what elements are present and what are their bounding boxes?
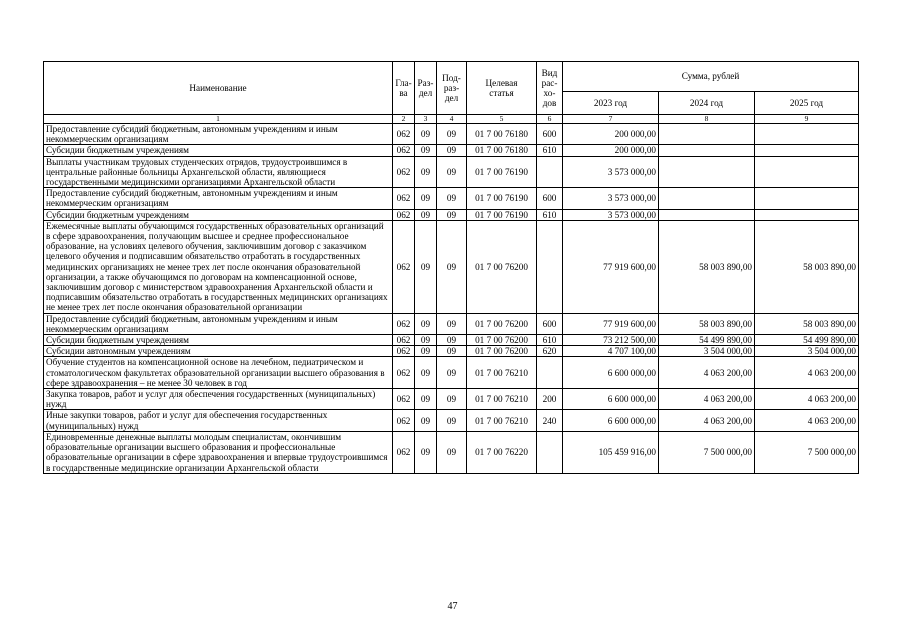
row-sum-2023: 3 573 000,00	[563, 156, 659, 188]
row-vid	[537, 357, 563, 389]
row-target: 01 7 00 76180	[467, 124, 537, 145]
header-year-2025: 2025 год	[755, 92, 859, 115]
row-sum-2023: 6 600 000,00	[563, 357, 659, 389]
header-vid: Вид рас- хо- дов	[537, 62, 563, 115]
row-razdel: 09	[415, 335, 437, 346]
header-razdel: Раз- дел	[415, 62, 437, 115]
row-sum-2025	[755, 124, 859, 145]
table-row	[44, 313, 859, 334]
row-name: Субсидии автономным учреждениям	[44, 346, 393, 357]
row-target: 01 7 00 76200	[467, 335, 537, 346]
col-number: 3	[415, 115, 437, 124]
row-glava: 062	[393, 410, 415, 431]
header-year-2023: 2023 год	[563, 92, 659, 115]
table-body	[44, 124, 859, 474]
row-vid: 200	[537, 389, 563, 410]
row-name: Субсидии бюджетным учреждениям	[44, 209, 393, 220]
row-glava: 062	[393, 335, 415, 346]
row-target: 01 7 00 76200	[467, 346, 537, 357]
table-row	[44, 410, 859, 431]
row-sum-2024	[659, 145, 755, 156]
col-number: 7	[563, 115, 659, 124]
row-sum-2025: 58 003 890,00	[755, 220, 859, 313]
row-vid	[537, 220, 563, 313]
row-glava: 062	[393, 313, 415, 334]
row-sum-2024: 58 003 890,00	[659, 220, 755, 313]
row-name: Предоставление субсидий бюджетным, автономным учреждениям и иным некоммерческим организациям	[44, 124, 393, 145]
row-podrazdel: 09	[437, 313, 467, 334]
row-sum-2023: 77 919 600,00	[563, 220, 659, 313]
header-year-2024: 2024 год	[659, 92, 755, 115]
table-row	[44, 124, 859, 145]
row-sum-2024	[659, 188, 755, 209]
row-sum-2025	[755, 209, 859, 220]
row-name: Предоставление субсидий бюджетным, автономным учреждениям и иным некоммерческим организациям	[44, 313, 393, 334]
row-podrazdel: 09	[437, 188, 467, 209]
header-podrazdel: Под- раз- дел	[437, 62, 467, 115]
row-target: 01 7 00 76200	[467, 313, 537, 334]
row-name: Предоставление субсидий бюджетным, автономным учреждениям и иным некоммерческим организациям	[44, 188, 393, 209]
table-row	[44, 188, 859, 209]
table-row	[44, 145, 859, 156]
row-razdel: 09	[415, 209, 437, 220]
row-sum-2025: 3 504 000,00	[755, 346, 859, 357]
row-razdel: 09	[415, 346, 437, 357]
row-sum-2025: 4 063 200,00	[755, 389, 859, 410]
header-sum: Сумма, рублей	[563, 62, 859, 92]
row-name: Закупка товаров, работ и услуг для обеспечения государственных (муниципальных) нужд	[44, 389, 393, 410]
row-podrazdel: 09	[437, 410, 467, 431]
row-sum-2025: 4 063 200,00	[755, 357, 859, 389]
row-sum-2023: 200 000,00	[563, 124, 659, 145]
row-sum-2023: 200 000,00	[563, 145, 659, 156]
row-target: 01 7 00 76220	[467, 431, 537, 473]
row-vid: 620	[537, 346, 563, 357]
row-target: 01 7 00 76210	[467, 357, 537, 389]
row-name: Субсидии бюджетным учреждениям	[44, 145, 393, 156]
row-target: 01 7 00 76190	[467, 209, 537, 220]
row-razdel: 09	[415, 188, 437, 209]
row-glava: 062	[393, 431, 415, 473]
row-sum-2025	[755, 188, 859, 209]
col-number: 2	[393, 115, 415, 124]
header-target: Целевая статья	[467, 62, 537, 115]
row-sum-2024: 4 063 200,00	[659, 357, 755, 389]
row-podrazdel: 09	[437, 156, 467, 188]
table-row	[44, 156, 859, 188]
header-name: Наименование	[44, 62, 393, 115]
table-row	[44, 220, 859, 313]
row-sum-2023: 77 919 600,00	[563, 313, 659, 334]
row-glava: 062	[393, 124, 415, 145]
row-glava: 062	[393, 188, 415, 209]
row-sum-2025: 58 003 890,00	[755, 313, 859, 334]
row-sum-2023: 4 707 100,00	[563, 346, 659, 357]
row-vid: 600	[537, 313, 563, 334]
row-razdel: 09	[415, 410, 437, 431]
table-row	[44, 335, 859, 346]
col-number: 4	[437, 115, 467, 124]
row-target: 01 7 00 76180	[467, 145, 537, 156]
row-target: 01 7 00 76210	[467, 410, 537, 431]
row-vid: 600	[537, 188, 563, 209]
row-glava: 062	[393, 156, 415, 188]
row-razdel: 09	[415, 156, 437, 188]
row-sum-2025	[755, 145, 859, 156]
row-sum-2024: 7 500 000,00	[659, 431, 755, 473]
row-target: 01 7 00 76190	[467, 156, 537, 188]
row-razdel: 09	[415, 389, 437, 410]
row-podrazdel: 09	[437, 124, 467, 145]
col-number: 8	[659, 115, 755, 124]
row-podrazdel: 09	[437, 220, 467, 313]
row-target: 01 7 00 76210	[467, 389, 537, 410]
row-vid	[537, 156, 563, 188]
row-sum-2024: 4 063 200,00	[659, 389, 755, 410]
row-sum-2024	[659, 124, 755, 145]
row-glava: 062	[393, 209, 415, 220]
row-glava: 062	[393, 346, 415, 357]
col-number: 1	[44, 115, 393, 124]
row-vid	[537, 431, 563, 473]
row-podrazdel: 09	[437, 431, 467, 473]
budget-table	[43, 61, 859, 474]
row-sum-2023: 3 573 000,00	[563, 188, 659, 209]
row-name: Единовременные денежные выплаты молодым специалистам, окончившим образовательные организации высшего образования и профессиональные образовательные организации в сфере здравоохранения и впервые трудоустроившимся в государственные медицинские организации Архангельской области	[44, 431, 393, 473]
row-razdel: 09	[415, 220, 437, 313]
row-sum-2023: 3 573 000,00	[563, 209, 659, 220]
row-target: 01 7 00 76200	[467, 220, 537, 313]
column-numbers-row	[44, 115, 859, 124]
row-vid: 240	[537, 410, 563, 431]
row-sum-2023: 6 600 000,00	[563, 389, 659, 410]
page-number: 47	[447, 601, 458, 612]
row-glava: 062	[393, 220, 415, 313]
row-name: Субсидии бюджетным учреждениям	[44, 335, 393, 346]
header-glava: Гла- ва	[393, 62, 415, 115]
row-name: Обучение студентов на компенсационной основе на лечебном, педиатрическом и стоматологическом факультетах образовательной организации высшего образования в сфере здравоохранения – не менее 30 человек в год	[44, 357, 393, 389]
row-name: Ежемесячные выплаты обучающимся государственных образовательных организаций в сфере здравоохранения, получающим высшее и среднее профессиональное образование, на условиях целевого обучения, заключившим договор с заказчиком целевого обучения и подписавшим обязательство отработать в государственных медицинских организациях не менее трех лет после окончания образовательной организации, а также обучающимся по договорам на компенсационной основе, заключившим договор с министерством здравоохранения Архангельской области и подписавшим обязательство отработать в государственных медицинских организациях не менее трех лет после окончания образовательной организации	[44, 220, 393, 313]
row-sum-2025	[755, 156, 859, 188]
row-razdel: 09	[415, 431, 437, 473]
row-podrazdel: 09	[437, 145, 467, 156]
row-podrazdel: 09	[437, 209, 467, 220]
row-name: Выплаты участникам трудовых студенческих отрядов, трудоустроившимся в центральные районные больницы Архангельской области, являющиеся государственными медицинскими организациями Архангельской области	[44, 156, 393, 188]
col-number: 5	[467, 115, 537, 124]
row-target: 01 7 00 76190	[467, 188, 537, 209]
row-sum-2024: 58 003 890,00	[659, 313, 755, 334]
row-podrazdel: 09	[437, 335, 467, 346]
table-row	[44, 431, 859, 473]
row-razdel: 09	[415, 124, 437, 145]
table-row	[44, 389, 859, 410]
row-sum-2024	[659, 209, 755, 220]
row-sum-2024: 4 063 200,00	[659, 410, 755, 431]
row-glava: 062	[393, 145, 415, 156]
row-sum-2023: 105 459 916,00	[563, 431, 659, 473]
col-number: 6	[537, 115, 563, 124]
row-sum-2024: 3 504 000,00	[659, 346, 755, 357]
row-sum-2025: 7 500 000,00	[755, 431, 859, 473]
row-sum-2025: 54 499 890,00	[755, 335, 859, 346]
table-row	[44, 357, 859, 389]
row-glava: 062	[393, 357, 415, 389]
row-sum-2025: 4 063 200,00	[755, 410, 859, 431]
col-number: 9	[755, 115, 859, 124]
row-sum-2024	[659, 156, 755, 188]
row-podrazdel: 09	[437, 346, 467, 357]
row-razdel: 09	[415, 145, 437, 156]
row-razdel: 09	[415, 313, 437, 334]
row-vid: 600	[537, 124, 563, 145]
row-vid: 610	[537, 209, 563, 220]
table-row	[44, 346, 859, 357]
row-sum-2023: 6 600 000,00	[563, 410, 659, 431]
row-sum-2024: 54 499 890,00	[659, 335, 755, 346]
row-sum-2023: 73 212 500,00	[563, 335, 659, 346]
row-vid: 610	[537, 145, 563, 156]
row-razdel: 09	[415, 357, 437, 389]
row-glava: 062	[393, 389, 415, 410]
row-name: Иные закупки товаров, работ и услуг для обеспечения государственных (муниципальных) нужд	[44, 410, 393, 431]
table-row	[44, 209, 859, 220]
row-podrazdel: 09	[437, 357, 467, 389]
row-vid: 610	[537, 335, 563, 346]
row-podrazdel: 09	[437, 389, 467, 410]
